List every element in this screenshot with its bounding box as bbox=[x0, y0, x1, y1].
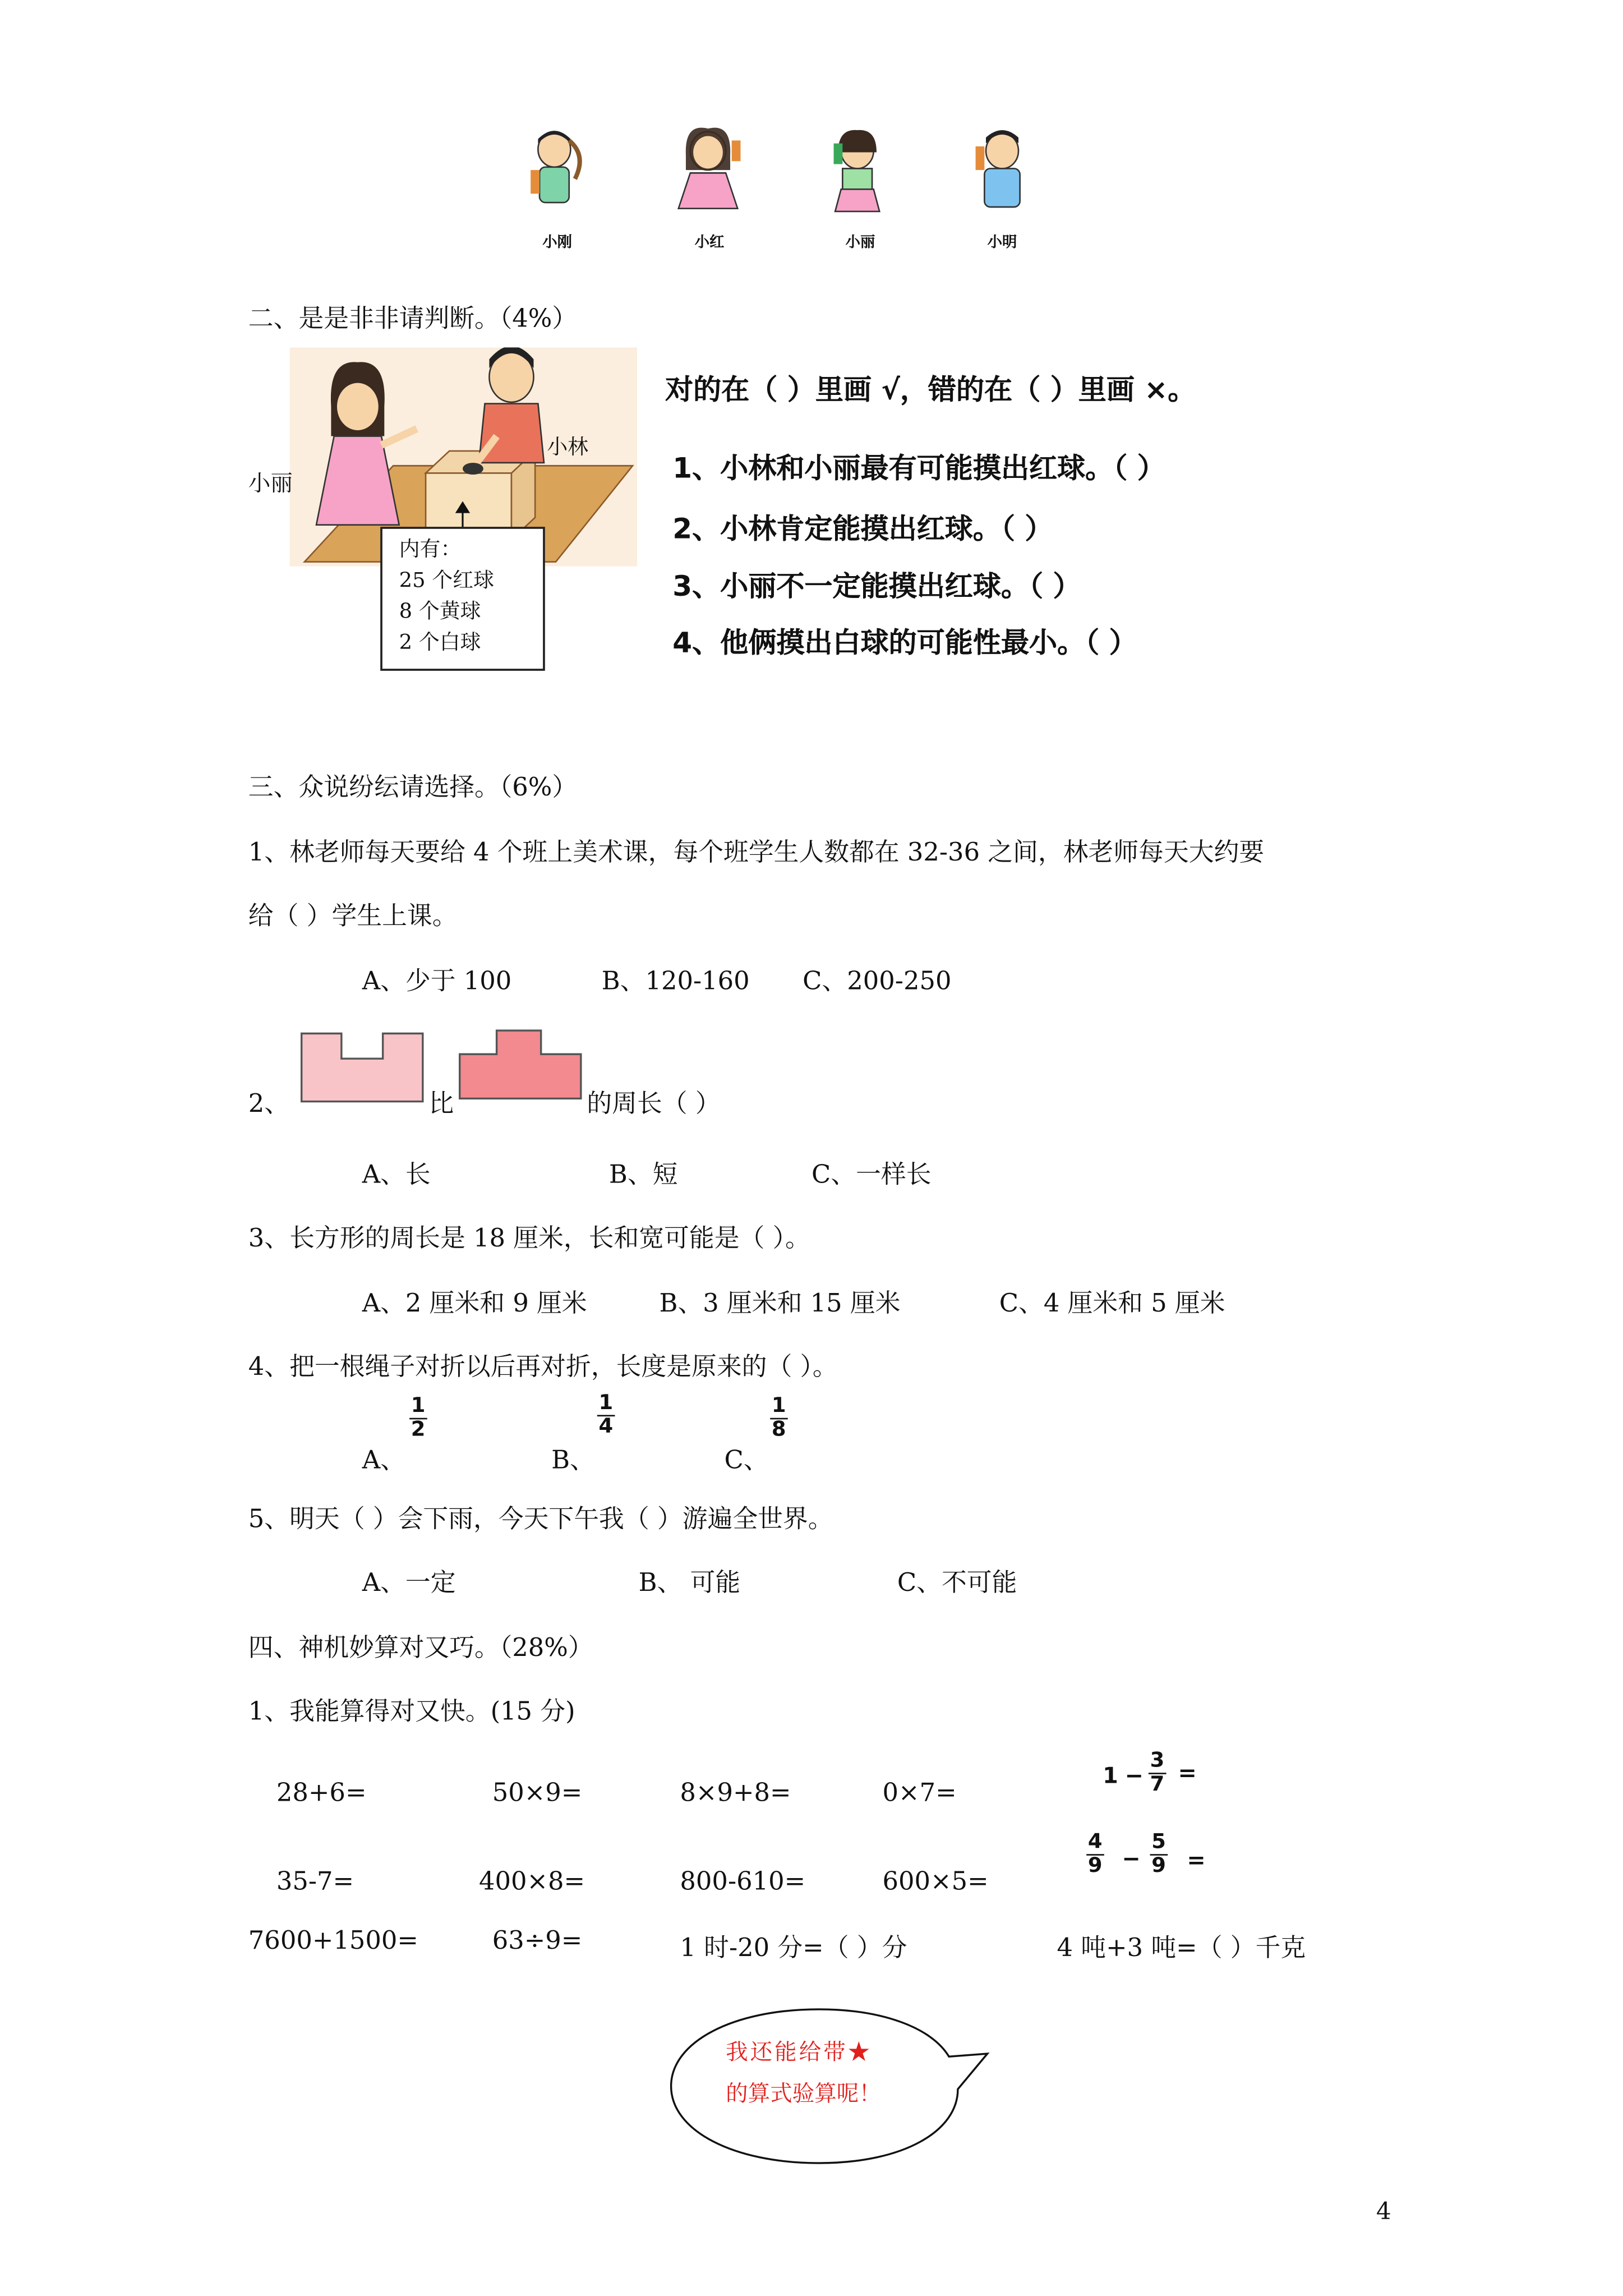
question-2-prefix: 2、 bbox=[248, 1089, 290, 1120]
boy-xiaoming-image bbox=[963, 126, 1040, 217]
bubble-text-line1: 我还能给带★ bbox=[726, 2039, 873, 2066]
calc-item: 400×8= bbox=[478, 1867, 585, 1897]
calc-item: 8×9+8= bbox=[680, 1778, 791, 1809]
calc-item: 28+6= bbox=[276, 1778, 367, 1809]
question-4: 4、把一根绳子对折以后再对折，长度是原来的（ ）。 bbox=[248, 1352, 838, 1383]
kid-name: 小红 bbox=[694, 235, 725, 252]
girl-xiaoli-image bbox=[820, 126, 895, 217]
minus-sign: − bbox=[1124, 1762, 1144, 1789]
fraction-three-sevenths: $\frac{3}{7}$ bbox=[1149, 1751, 1166, 1797]
bubble-text-line2: 的算式验算呢！ bbox=[726, 2080, 881, 2107]
calc-item: 1 时-20 分=（ ）分 bbox=[680, 1934, 907, 1964]
section-2-title: 二、是是非非请判断。（4%） bbox=[248, 304, 578, 334]
box-contents bbox=[399, 535, 494, 659]
page-number: 4 bbox=[1376, 2197, 1391, 2225]
whole-number: 1 bbox=[1103, 1762, 1118, 1789]
fraction-four-ninths: $\frac{4}{9}$ bbox=[1086, 1832, 1104, 1878]
option-a: A、长 bbox=[362, 1161, 431, 1190]
option-b-label: B、 bbox=[551, 1446, 595, 1476]
label-xiaolin: 小林 bbox=[547, 436, 589, 460]
section-4-title: 四、神机妙算对又巧。（28%） bbox=[248, 1634, 593, 1664]
option-c: C、一样长 bbox=[811, 1161, 932, 1190]
equals-sign: = bbox=[1187, 1846, 1206, 1874]
minus-sign: − bbox=[1122, 1845, 1141, 1872]
judgment-instruction: 对的在（ ）里画 √，错的在（ ）里画 ×。 bbox=[665, 374, 1196, 407]
fraction-one-quarter: $\frac{1}{4}$ bbox=[597, 1393, 615, 1439]
equals-sign: = bbox=[1178, 1759, 1197, 1786]
option-c-label: C、 bbox=[724, 1446, 769, 1476]
option-a: A、少于 100 bbox=[362, 967, 512, 997]
shape-notched-rectangle bbox=[300, 1032, 424, 1103]
box-line: 2 个白球 bbox=[399, 631, 481, 655]
option-c: C、不可能 bbox=[897, 1568, 1017, 1599]
fraction-one-half: $\frac{1}{2}$ bbox=[409, 1396, 427, 1442]
calc-item: 0×7= bbox=[882, 1778, 957, 1809]
calc-item: 35-7= bbox=[276, 1867, 354, 1897]
calc-item: 600×5= bbox=[882, 1867, 989, 1897]
label-xiaoli: 小丽 bbox=[248, 470, 293, 497]
option-b: B、短 bbox=[608, 1161, 678, 1190]
subsection-1-title: 1、我能算得对又快。(15 分) bbox=[248, 1697, 575, 1727]
kid-name: 小丽 bbox=[845, 235, 875, 252]
option-c: C、4 厘米和 5 厘米 bbox=[999, 1289, 1225, 1319]
option-a: A、2 厘米和 9 厘米 bbox=[362, 1289, 587, 1319]
question-1-line1: 1、林老师每天要给 4 个班上美术课，每个班学生人数都在 32-36 之间，林老师每天大约要 bbox=[248, 838, 1265, 868]
judgment-item: 2、小林肯定能摸出红球。（ ） bbox=[672, 513, 1053, 546]
calc-item: 7600+1500= bbox=[248, 1926, 418, 1957]
calc-item: 800-610= bbox=[680, 1867, 806, 1897]
option-b: B、120-160 bbox=[601, 967, 750, 997]
option-a-label: A、 bbox=[362, 1446, 405, 1476]
boy-xiaogang-image bbox=[510, 126, 598, 214]
judgment-item: 1、小林和小丽最有可能摸出红球。（ ） bbox=[672, 452, 1165, 485]
judgment-item: 4、他俩摸出白球的可能性最小。（ ） bbox=[672, 627, 1137, 660]
question-3: 3、长方形的周长是 18 厘米，长和宽可能是（ ）。 bbox=[248, 1224, 810, 1254]
fraction-five-ninths: $\frac{5}{9}$ bbox=[1150, 1832, 1168, 1878]
shape-stepped-rectangle bbox=[458, 1029, 582, 1100]
option-a: A、一定 bbox=[362, 1568, 456, 1599]
option-b: B、3 厘米和 15 厘米 bbox=[659, 1289, 901, 1319]
fraction-one-eighth: $\frac{1}{8}$ bbox=[770, 1396, 787, 1442]
question-5: 5、明天（ ）会下雨，今天下午我（ ）游遍全世界。 bbox=[248, 1505, 833, 1535]
kid-name: 小刚 bbox=[542, 235, 573, 252]
box-line: 25 个红球 bbox=[399, 569, 495, 593]
judgment-item: 3、小丽不一定能摸出红球。（ ） bbox=[672, 570, 1081, 604]
section-3-title: 三、众说纷纭请选择。（6%） bbox=[248, 773, 578, 803]
option-c: C、200-250 bbox=[803, 967, 952, 997]
calc-item: 4 吨+3 吨=（ ）千克 bbox=[1057, 1934, 1306, 1964]
option-b: B、 可能 bbox=[638, 1568, 741, 1599]
calc-item: 63÷9= bbox=[492, 1926, 583, 1957]
girl-xiaohong-image bbox=[663, 126, 759, 217]
kid-name: 小明 bbox=[987, 235, 1017, 252]
question-1-line2: 给（ ）学生上课。 bbox=[248, 901, 458, 932]
calc-item: 50×9= bbox=[492, 1778, 583, 1809]
box-heading: 内有： bbox=[399, 538, 462, 562]
question-2-compare: 比 bbox=[428, 1089, 454, 1120]
question-2-suffix: 的周长（ ） bbox=[587, 1089, 721, 1120]
box-line: 8 个黄球 bbox=[399, 600, 481, 624]
